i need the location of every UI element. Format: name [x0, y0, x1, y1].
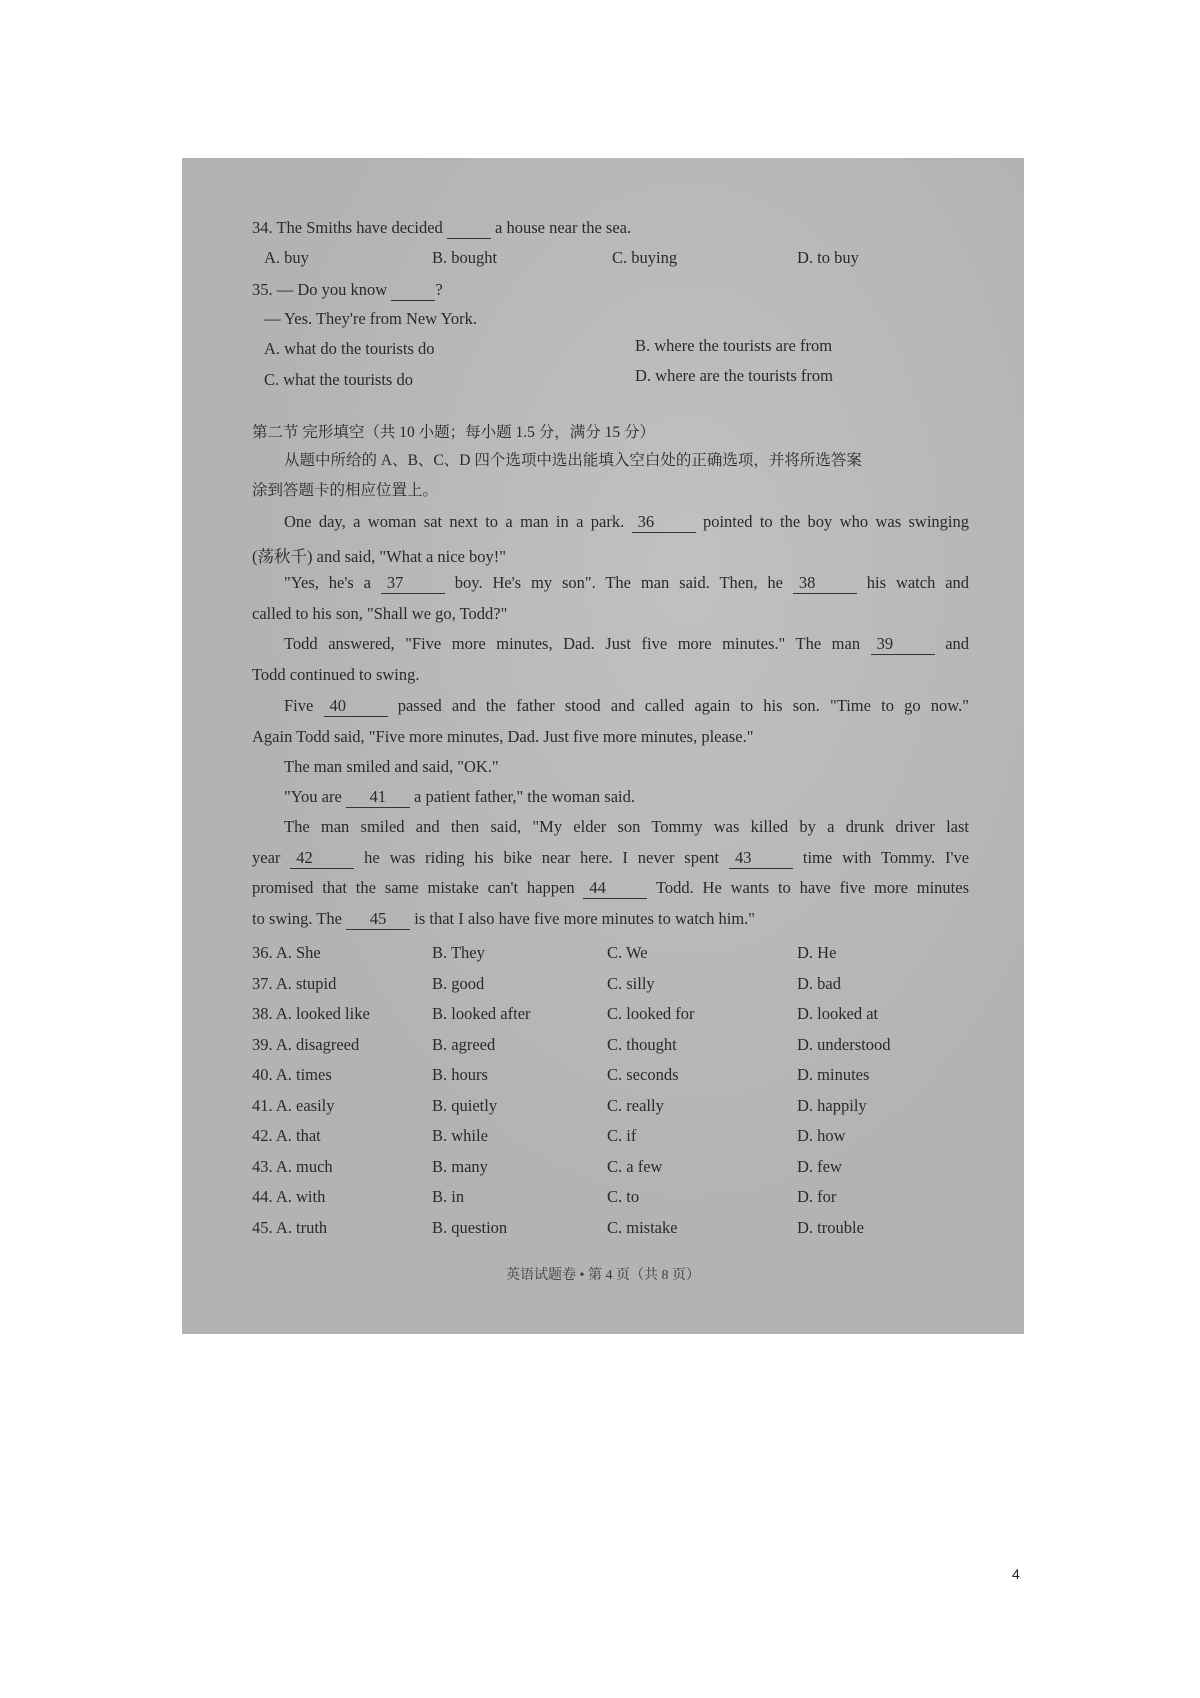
option-a: 41. A. easily — [252, 1095, 335, 1115]
option-d: D. to buy — [797, 248, 859, 267]
page-footer: 英语试题卷 • 第 4 页（共 8 页） — [506, 1268, 700, 1283]
passage-line — [252, 878, 969, 899]
cloze-blank-43: 43 — [729, 848, 793, 869]
passage-line — [284, 787, 635, 808]
option-row — [252, 1035, 972, 1059]
option-b: B. while — [432, 1126, 488, 1145]
passage-text: time with Tommy. I've — [802, 848, 970, 867]
option-a: 43. A. much — [252, 1156, 333, 1176]
option-row — [252, 1004, 972, 1028]
passage-line — [284, 696, 969, 717]
cloze-blank-36: 36 — [632, 512, 696, 533]
cloze-blank-44: 44 — [583, 878, 647, 899]
option-a: 38. A. looked like — [252, 1004, 370, 1023]
option-a: 45. A. truth — [252, 1217, 328, 1237]
option-b: B. quietly — [432, 1095, 498, 1115]
cloze-blank-40: 40 — [324, 696, 388, 717]
option-row — [252, 1065, 972, 1089]
answer-blank — [447, 218, 491, 239]
passage-text: pointed to the boy who was swinging — [702, 512, 969, 531]
q35-stem-end: ? — [435, 280, 443, 299]
option-row — [252, 1157, 972, 1181]
option-b: B. looked after — [432, 1004, 531, 1023]
passage-line — [252, 909, 755, 930]
page-number: 4 — [1012, 1566, 1020, 1582]
option-c: C. if — [607, 1126, 637, 1145]
option-d: D. bad — [797, 973, 841, 993]
option-a: A. what do the tourists do — [264, 339, 435, 358]
passage-line — [252, 848, 969, 869]
passage-text: Todd answered, "Five more minutes, Dad. Just five more minutes." The man — [284, 634, 861, 653]
passage-line — [284, 634, 969, 655]
option-c: C. seconds — [607, 1065, 679, 1084]
section-instruction: 涂到答题卡的相应位置上。 — [252, 482, 439, 499]
answer-blank — [391, 280, 435, 301]
passage-line: The man smiled and said, "OK." — [284, 757, 499, 776]
option-c: C. a few — [607, 1156, 663, 1176]
option-c: C. really — [607, 1095, 664, 1115]
question-34-stem — [252, 218, 631, 239]
option-b: B. bought — [432, 248, 498, 267]
q34-stem-before: 34. The Smiths have decided — [252, 218, 443, 237]
option-row — [252, 1218, 972, 1242]
cloze-blank-41: 41 — [346, 787, 410, 808]
passage-text: "You are — [284, 787, 342, 806]
option-d: D. understood — [797, 1034, 891, 1054]
exam-page — [182, 158, 1024, 1334]
option-row — [252, 1187, 972, 1211]
option-d: D. happily — [797, 1095, 867, 1115]
option-b: B. good — [432, 973, 485, 993]
option-c: C. silly — [607, 973, 655, 993]
cloze-blank-38: 38 — [793, 573, 857, 594]
option-c: C. We — [607, 943, 648, 962]
passage-text: is that I also have five more minutes to watch him." — [414, 909, 756, 928]
option-a: 39. A. disagreed — [252, 1034, 360, 1054]
option-b: B. hours — [432, 1065, 488, 1084]
passage-line: The man smiled and then said, "My elder son Tommy was killed by a drunk driver last — [284, 817, 969, 836]
option-d: D. trouble — [797, 1217, 864, 1237]
cloze-blank-39: 39 — [871, 634, 935, 655]
passage-line: Todd continued to swing. — [252, 665, 420, 684]
passage-line: called to his son, "Shall we go, Todd?" — [252, 604, 508, 623]
option-c: C. buying — [612, 248, 678, 267]
passage-text: to swing. The — [252, 909, 342, 928]
option-row — [252, 943, 972, 967]
passage-text: a patient father," the woman said. — [414, 787, 635, 806]
passage-text: "Yes, he's a — [284, 573, 371, 592]
option-b: B. many — [432, 1156, 488, 1176]
q35-stem: 35. — Do you know — [252, 280, 388, 299]
cloze-blank-37: 37 — [381, 573, 445, 594]
option-c: C. mistake — [607, 1217, 678, 1237]
option-d: D. for — [797, 1187, 837, 1206]
question-35-reply: — Yes. They're from New York. — [264, 309, 478, 328]
passage-text: passed and the father stood and called again to his son. "Time to go now." — [397, 696, 970, 715]
option-d: D. He — [797, 943, 837, 962]
option-a: 36. A. She — [252, 943, 321, 962]
passage-line — [284, 512, 969, 533]
passage-text: promised that the same mistake can't happen — [252, 878, 575, 897]
section-instruction: 从题中所给的 A、B、C、D 四个选项中选出能填入空白处的正确选项，并将所选答案 — [284, 452, 862, 469]
option-row — [252, 1126, 972, 1150]
passage-text: and — [945, 634, 970, 653]
passage-line: Again Todd said, "Five more minutes, Dad. Just five more minutes, please." — [252, 727, 754, 746]
option-d: D. how — [797, 1126, 846, 1145]
option-b: B. question — [432, 1217, 508, 1237]
option-d: D. minutes — [797, 1065, 870, 1084]
option-c: C. thought — [607, 1034, 677, 1054]
passage-line — [284, 573, 969, 594]
option-c: C. to — [607, 1187, 640, 1206]
option-b: B. where the tourists are from — [635, 336, 833, 355]
option-a: A. buy — [264, 248, 309, 267]
passage-text: he was riding his bike near here. I never spent — [364, 848, 720, 867]
q34-stem-after: a house near the sea. — [495, 218, 632, 237]
passage-text: year — [252, 848, 281, 867]
option-d: D. where are the tourists from — [635, 366, 833, 385]
option-d: D. looked at — [797, 1004, 879, 1023]
passage-line: (荡秋千) and said, "What a nice boy!" — [252, 547, 507, 566]
option-a: 40. A. times — [252, 1065, 332, 1084]
option-b: B. in — [432, 1187, 465, 1206]
option-b: B. agreed — [432, 1034, 496, 1054]
option-a: 44. A. with — [252, 1187, 326, 1206]
scanned-exam-photo — [182, 158, 1024, 1334]
question-35-stem — [252, 280, 443, 301]
section-heading: 第二节 完形填空（共 10 小题；每小题 1.5 分，满分 15 分） — [252, 424, 656, 441]
option-row — [252, 974, 972, 998]
question-34-options — [252, 248, 972, 272]
option-c: C. what the tourists do — [264, 370, 413, 389]
option-d: D. few — [797, 1156, 842, 1176]
option-c: C. looked for — [607, 1004, 695, 1023]
option-a: 42. A. that — [252, 1126, 321, 1145]
option-b: B. They — [432, 943, 485, 962]
passage-text: boy. He's my son". The man said. Then, he — [454, 573, 783, 592]
option-a: 37. A. stupid — [252, 973, 337, 993]
passage-text: Five — [284, 696, 314, 715]
passage-text: Todd. He wants to have five more minutes — [655, 878, 970, 897]
cloze-blank-42: 42 — [290, 848, 354, 869]
passage-text: his watch and — [866, 573, 970, 592]
option-row — [252, 1096, 972, 1120]
cloze-blank-45: 45 — [346, 909, 410, 930]
passage-text: One day, a woman sat next to a man in a park. — [284, 512, 625, 531]
